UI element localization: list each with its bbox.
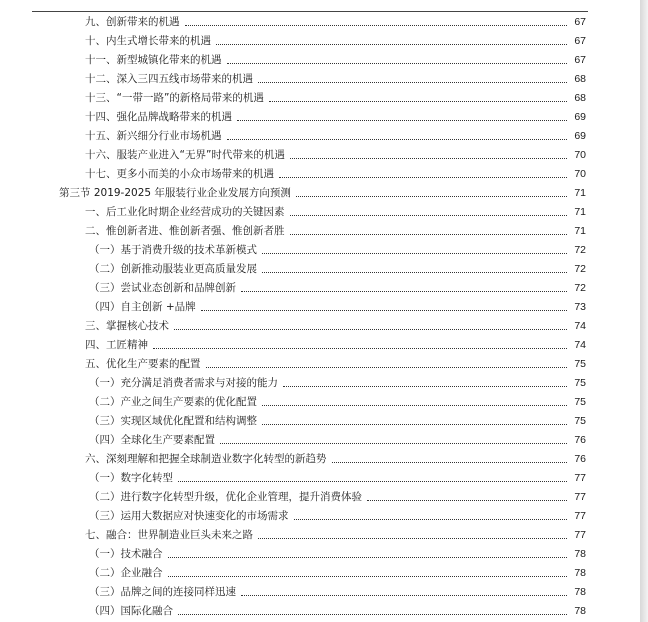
toc-entry-title: 九、创新带来的机遇 (85, 16, 180, 28)
dot-leader (216, 44, 567, 45)
dot-leader (241, 291, 567, 292)
toc-entry-page-number: 68 (574, 92, 586, 104)
toc-entry-page-number: 71 (574, 206, 586, 218)
toc-entry-page-number: 70 (574, 168, 586, 180)
toc-entry-title: 十四、强化品牌战略带来的机遇 (85, 111, 232, 123)
toc-entry[interactable] (0, 295, 640, 314)
dot-leader (262, 253, 567, 254)
toc-entry-title: 六、深刻理解和把握全球制造业数字化转型的新趋势 (85, 453, 327, 465)
toc-entry-title: 十六、服装产业进入“无界”时代带来的机遇 (85, 149, 285, 161)
toc-entry-page-number: 67 (574, 35, 586, 47)
dot-leader (269, 101, 567, 102)
dot-leader (262, 405, 567, 406)
dot-leader (241, 595, 567, 596)
toc-entry-title: （二）企业融合 (89, 567, 163, 579)
toc-entry-title: （四）全球化生产要素配置 (89, 434, 215, 446)
toc-entry[interactable] (0, 314, 640, 333)
toc-entry-title: （一）基于消费升级的技术革新模式 (89, 244, 257, 256)
dot-leader (290, 158, 567, 159)
dot-leader (174, 329, 567, 330)
toc-entry-page-number: 67 (574, 16, 586, 28)
toc-entry[interactable] (0, 504, 640, 523)
dot-leader (283, 386, 567, 387)
toc-entry[interactable] (0, 447, 640, 466)
toc-entry-page-number: 72 (574, 263, 586, 275)
toc-entry[interactable] (0, 219, 640, 238)
toc-entry-page-number: 78 (574, 605, 586, 617)
page-edge-shadow (640, 0, 648, 622)
dot-leader (153, 348, 567, 349)
toc-entry-title: （四）国际化融合 (89, 605, 173, 617)
toc-entry-title: 十、内生式增长带来的机遇 (85, 35, 211, 47)
toc-entry-page-number: 72 (574, 282, 586, 294)
toc-entry[interactable] (0, 143, 640, 162)
toc-entry-page-number: 77 (574, 472, 586, 484)
toc-entry-page-number: 67 (574, 54, 586, 66)
toc-entry-title: 十七、更多小而美的小众市场带来的机遇 (85, 168, 274, 180)
toc-entry[interactable] (0, 485, 640, 504)
dot-leader (262, 272, 567, 273)
dot-leader (296, 196, 567, 197)
toc-entry-title: （二）创新推动服装业更高质量发展 (89, 263, 257, 275)
dot-leader (227, 63, 568, 64)
toc-entry[interactable] (0, 542, 640, 561)
dot-leader (185, 25, 568, 26)
dot-leader (168, 557, 568, 558)
toc-entry-title: （三）运用大数据应对快速变化的市场需求 (89, 510, 289, 522)
toc-entry[interactable] (0, 181, 640, 200)
toc-entry-page-number: 76 (574, 453, 586, 465)
toc-entry[interactable] (0, 86, 640, 105)
toc-entry[interactable] (0, 29, 640, 48)
dot-leader (237, 120, 567, 121)
toc-entry-page-number: 72 (574, 244, 586, 256)
dot-leader (168, 576, 568, 577)
toc-entry-title: （三）品牌之间的连接同样迅速 (89, 586, 236, 598)
toc-entry-page-number: 77 (574, 510, 586, 522)
toc-entry-page-number: 77 (574, 491, 586, 503)
dot-leader (367, 500, 567, 501)
dot-leader (178, 481, 567, 482)
toc-entry-title: 十五、新兴细分行业市场机遇 (85, 130, 222, 142)
toc-entry[interactable] (0, 48, 640, 67)
dot-leader (258, 538, 567, 539)
toc-entry-title: （四）自主创新 +品牌 (89, 301, 196, 313)
toc-entry-page-number: 73 (574, 301, 586, 313)
toc-entry[interactable] (0, 200, 640, 219)
dot-leader (258, 82, 567, 83)
dot-leader (262, 424, 567, 425)
toc-entry[interactable] (0, 105, 640, 124)
toc-entry-title: （一）技术融合 (89, 548, 163, 560)
dot-leader (178, 614, 567, 615)
toc-entry-page-number: 77 (574, 529, 586, 541)
dot-leader (290, 234, 568, 235)
toc-entry-page-number: 71 (574, 187, 586, 199)
toc-entry-page-number: 75 (574, 415, 586, 427)
toc-entry-page-number: 70 (574, 149, 586, 161)
toc-entry[interactable] (0, 599, 640, 618)
toc-entry-title: （二）产业之间生产要素的优化配置 (89, 396, 257, 408)
dot-leader (332, 462, 568, 463)
toc-entry-page-number: 71 (574, 225, 586, 237)
toc-entry[interactable] (0, 238, 640, 257)
toc-entry[interactable] (0, 580, 640, 599)
toc-entry-title: （三）实现区域优化配置和结构调整 (89, 415, 257, 427)
toc-entry[interactable] (0, 10, 640, 29)
dot-leader (227, 139, 568, 140)
toc-entry[interactable] (0, 333, 640, 352)
toc-entry-page-number: 69 (574, 111, 586, 123)
toc-entry-page-number: 75 (574, 377, 586, 389)
dot-leader (201, 310, 567, 311)
toc-entry-title: （一）数字化转型 (89, 472, 173, 484)
toc-entry[interactable] (0, 466, 640, 485)
toc-entry[interactable] (0, 276, 640, 295)
toc-entry[interactable] (0, 371, 640, 390)
toc-entry-title: 十三、“一带一路”的新格局带来的机遇 (85, 92, 264, 104)
toc-entry-title: 十二、深入三四五线市场带来的机遇 (85, 73, 253, 85)
toc-entry-title: （二）进行数字化转型升级，优化企业管理，提升消费体验 (89, 491, 362, 503)
toc-entry-page-number: 78 (574, 567, 586, 579)
toc-entry-page-number: 78 (574, 548, 586, 560)
toc-entry-title: 一、后工业化时期企业经营成功的关键因素 (85, 206, 285, 218)
dot-leader (220, 443, 567, 444)
toc-entry-page-number: 68 (574, 73, 586, 85)
toc-entry-title: 五、优化生产要素的配置 (85, 358, 201, 370)
toc-entry-page-number: 74 (574, 320, 586, 332)
toc-entry-title: （一）充分满足消费者需求与对接的能力 (89, 377, 278, 389)
toc-entry[interactable] (0, 162, 640, 181)
toc-entry[interactable] (0, 390, 640, 409)
toc-entry-title: （三）尝试业态创新和品牌创新 (89, 282, 236, 294)
toc-entry-title: 三、掌握核心技术 (85, 320, 169, 332)
toc-entry-page-number: 74 (574, 339, 586, 351)
toc-entry[interactable] (0, 409, 640, 428)
toc-entry-page-number: 75 (574, 396, 586, 408)
toc-entry-title: 第三节 2019-2025 年服装行业企业发展方向预测 (59, 187, 291, 199)
dot-leader (206, 367, 568, 368)
toc-entry[interactable] (0, 428, 640, 447)
toc-entry-page-number: 75 (574, 358, 586, 370)
toc-entry[interactable] (0, 352, 640, 371)
toc-entry-page-number: 76 (574, 434, 586, 446)
toc-entry-title: 七、融合：世界制造业巨头未来之路 (85, 529, 253, 541)
toc-entry-title: 十一、新型城镇化带来的机遇 (85, 54, 222, 66)
toc-entry[interactable] (0, 124, 640, 143)
toc-entry[interactable] (0, 523, 640, 542)
dot-leader (279, 177, 567, 178)
toc-entry-page-number: 69 (574, 130, 586, 142)
table-of-contents (0, 10, 640, 618)
toc-entry-title: 二、惟创新者进、惟创新者强、惟创新者胜 (85, 225, 285, 237)
dot-leader (290, 215, 568, 216)
toc-entry-title: 四、工匠精神 (85, 339, 148, 351)
toc-entry[interactable] (0, 257, 640, 276)
toc-entry[interactable] (0, 561, 640, 580)
toc-entry-page-number: 78 (574, 586, 586, 598)
toc-entry[interactable] (0, 67, 640, 86)
dot-leader (294, 519, 568, 520)
